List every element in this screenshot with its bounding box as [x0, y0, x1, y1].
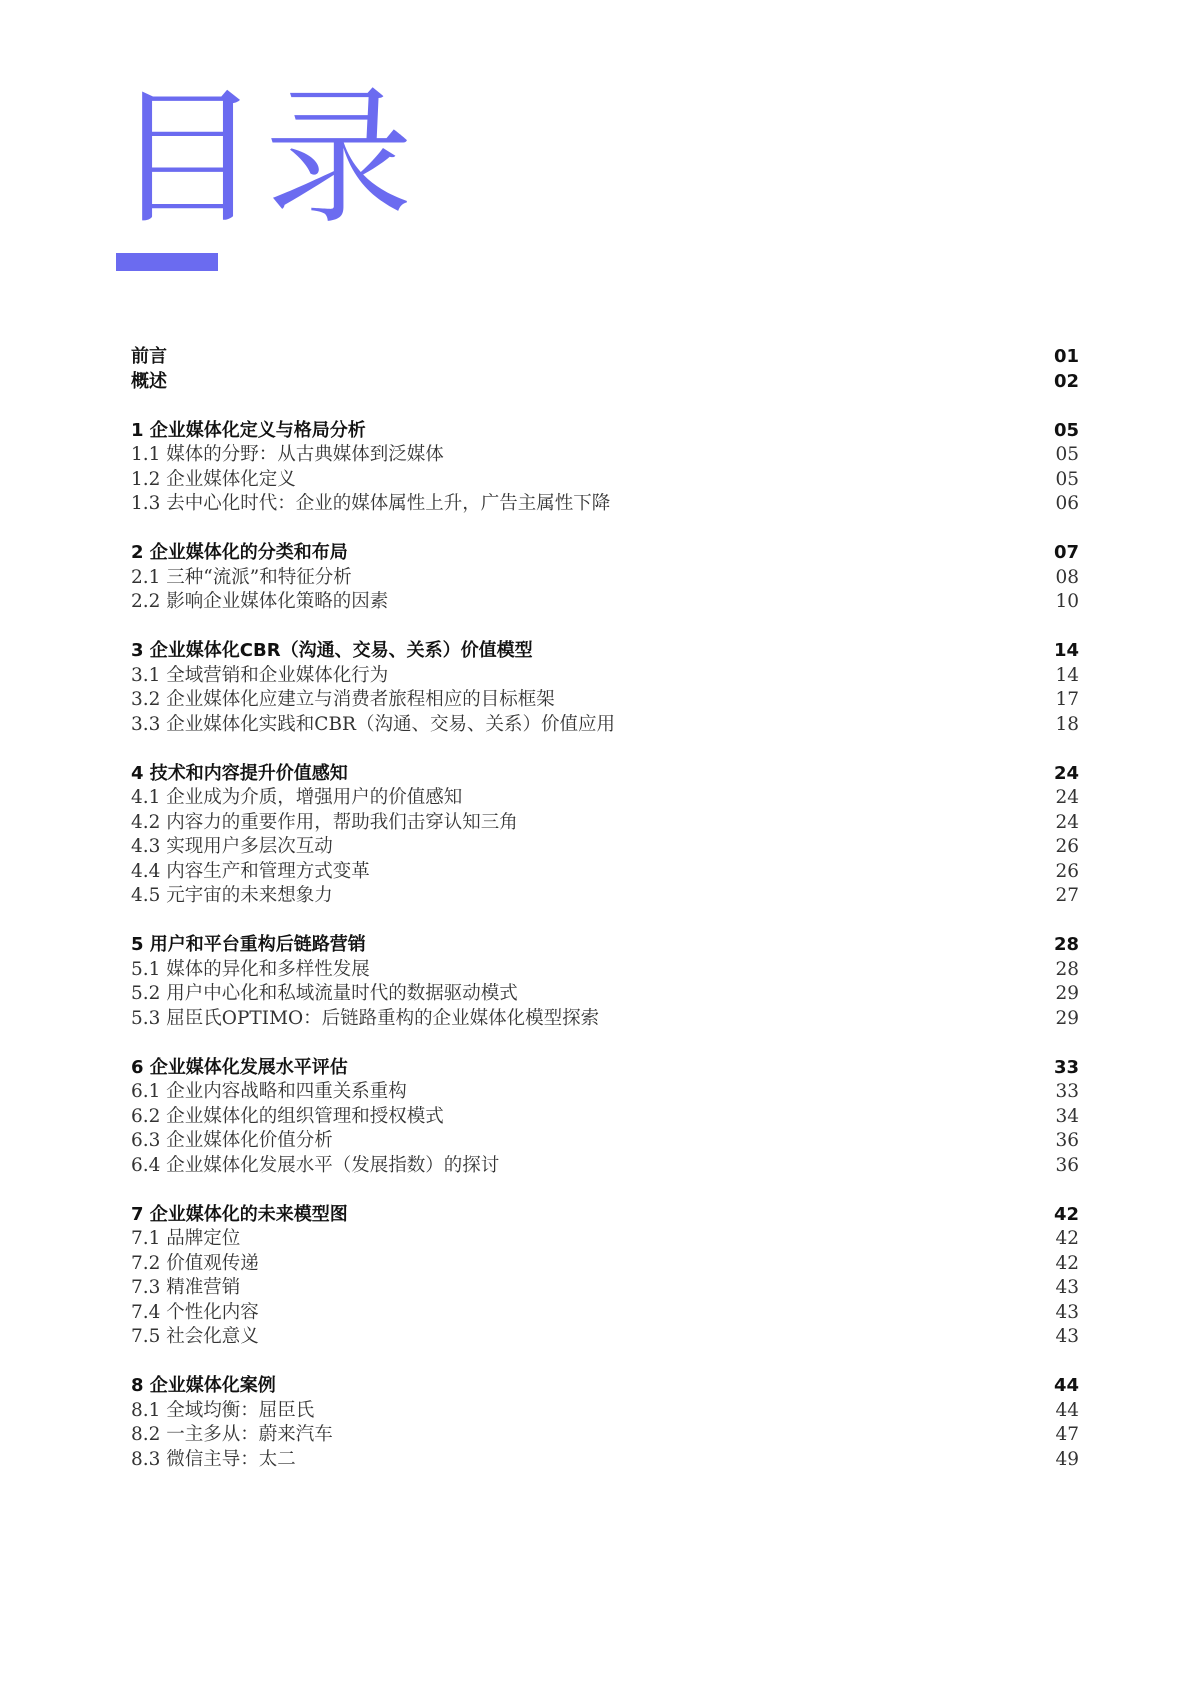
toc-page-number: 05: [1055, 468, 1079, 490]
toc-chapter[interactable]: [131, 639, 1079, 664]
toc-entry-label: 4.3 实现用户多层次互动: [131, 836, 333, 857]
toc-page-number: 47: [1055, 1424, 1079, 1445]
toc-subsection[interactable]: [131, 590, 1079, 615]
toc-chapter[interactable]: [131, 1056, 1079, 1081]
toc-subsection[interactable]: [131, 1399, 1079, 1424]
toc-entry-label: 7 企业媒体化的未来模型图: [131, 1203, 348, 1225]
toc-subsection[interactable]: [131, 860, 1079, 885]
toc-page-number: 44: [1053, 1375, 1079, 1396]
toc-chapter[interactable]: [131, 1203, 1079, 1228]
toc-page-number: 29: [1055, 1007, 1079, 1029]
toc-subsection[interactable]: [131, 1129, 1079, 1154]
toc-page-number: 42: [1053, 1203, 1079, 1225]
toc-subsection[interactable]: [131, 958, 1079, 983]
toc-page-number: 17: [1055, 689, 1079, 710]
toc-subsection[interactable]: [131, 1448, 1079, 1473]
toc-chapter[interactable]: [131, 762, 1079, 787]
toc-subsection[interactable]: [131, 1154, 1079, 1179]
toc-entry-label: 8.3 微信主导：太二: [131, 1448, 296, 1470]
section-spacer: [131, 394, 1079, 419]
toc-entry-label: 1 企业媒体化定义与格局分析: [131, 419, 366, 441]
toc-subsection[interactable]: [131, 1276, 1079, 1301]
table-of-contents: [131, 345, 1079, 1472]
toc-subsection[interactable]: [131, 786, 1079, 811]
toc-subsection[interactable]: [131, 664, 1079, 689]
toc-entry-label: 6.3 企业媒体化价值分析: [131, 1130, 333, 1151]
toc-page-number: 44: [1055, 1399, 1079, 1421]
toc-page-number: 26: [1055, 836, 1079, 857]
toc-page-number: 14: [1055, 664, 1079, 686]
section-spacer: [131, 517, 1079, 542]
toc-page-number: 26: [1055, 860, 1079, 882]
toc-entry-label: 8 企业媒体化案例: [131, 1375, 276, 1396]
title-underline-bar: [116, 253, 218, 271]
toc-page-number: 05: [1053, 419, 1079, 441]
toc-page-number: 33: [1053, 1056, 1079, 1078]
toc-entry-label: 5.2 用户中心化和私域流量时代的数据驱动模式: [131, 983, 518, 1004]
section-spacer: [131, 737, 1079, 762]
toc-entry-label: 3 企业媒体化CBR（沟通、交易、关系）价值模型: [131, 640, 533, 661]
toc-subsection[interactable]: [131, 811, 1079, 836]
toc-subsection[interactable]: [131, 982, 1079, 1007]
toc-page-number: 06: [1055, 493, 1079, 514]
toc-chapter[interactable]: [131, 1374, 1079, 1399]
toc-page-number: 36: [1055, 1130, 1079, 1151]
toc-subsection[interactable]: [131, 1325, 1079, 1350]
section-spacer: [131, 1031, 1079, 1056]
toc-page-number: 43: [1055, 1277, 1079, 1298]
toc-entry-label: 3.3 企业媒体化实践和CBR（沟通、交易、关系）价值应用: [131, 713, 615, 735]
toc-entry-label: 2 企业媒体化的分类和布局: [131, 542, 348, 563]
toc-entry-label: 3.2 企业媒体化应建立与消费者旅程相应的目标框架: [131, 689, 555, 710]
section-spacer: [131, 615, 1079, 640]
toc-page-number: 28: [1053, 934, 1079, 955]
toc-front-entry[interactable]: [131, 345, 1079, 370]
toc-subsection[interactable]: [131, 443, 1079, 468]
toc-entry-label: 8.1 全域均衡：屈臣氏: [131, 1399, 315, 1421]
toc-subsection[interactable]: [131, 1301, 1079, 1326]
toc-page-number: 34: [1055, 1105, 1079, 1127]
section-spacer: [131, 1178, 1079, 1203]
toc-entry-label: 6.4 企业媒体化发展水平（发展指数）的探讨: [131, 1154, 500, 1176]
toc-page-number: 05: [1055, 444, 1079, 465]
page-title: 目录: [113, 72, 417, 244]
toc-entry-label: 2.1 三种“流派”和特征分析: [131, 566, 352, 588]
section-spacer: [131, 909, 1079, 934]
toc-entry-label: 1.1 媒体的分野：从古典媒体到泛媒体: [131, 444, 444, 465]
toc-entry-label: 1.3 去中心化时代：企业的媒体属性上升，广告主属性下降: [131, 493, 611, 514]
toc-subsection[interactable]: [131, 835, 1079, 860]
toc-page-number: 33: [1055, 1081, 1079, 1102]
toc-subsection[interactable]: [131, 1007, 1079, 1032]
toc-entry-label: 4.4 内容生产和管理方式变革: [131, 860, 370, 882]
toc-page-number: 27: [1055, 885, 1079, 906]
toc-entry-label: 7.1 品牌定位: [131, 1228, 241, 1249]
toc-page-number: 24: [1053, 762, 1079, 784]
toc-page-number: 42: [1055, 1252, 1079, 1274]
toc-page-number: 02: [1053, 370, 1079, 392]
toc-page-number: 08: [1055, 566, 1079, 588]
toc-page-number: 18: [1055, 713, 1079, 735]
toc-page-number: 10: [1055, 591, 1079, 612]
toc-subsection[interactable]: [131, 566, 1079, 591]
toc-subsection[interactable]: [131, 884, 1079, 909]
toc-page-number: 29: [1055, 983, 1079, 1004]
toc-entry-label: 2.2 影响企业媒体化策略的因素: [131, 591, 389, 612]
toc-subsection[interactable]: [131, 492, 1079, 517]
toc-entry-label: 5 用户和平台重构后链路营销: [131, 934, 366, 955]
toc-entry-label: 8.2 一主多从：蔚来汽车: [131, 1424, 333, 1445]
toc-subsection[interactable]: [131, 688, 1079, 713]
toc-page-number: 49: [1055, 1448, 1079, 1470]
toc-page-number: 28: [1055, 958, 1079, 980]
toc-entry-label: 4 技术和内容提升价值感知: [131, 762, 348, 784]
toc-entry-label: 前言: [131, 346, 167, 367]
toc-page-number: 14: [1053, 640, 1079, 661]
section-spacer: [131, 1350, 1079, 1375]
toc-entry-label: 1.2 企业媒体化定义: [131, 468, 296, 490]
toc-chapter[interactable]: [131, 933, 1079, 958]
toc-page-number: 24: [1055, 787, 1079, 808]
toc-entry-label: 概述: [131, 370, 167, 392]
toc-entry-label: 4.1 企业成为介质，增强用户的价值感知: [131, 787, 463, 808]
toc-entry-label: 4.2 内容力的重要作用，帮助我们击穿认知三角: [131, 811, 518, 833]
toc-entry-label: 6.2 企业媒体化的组织管理和授权模式: [131, 1105, 444, 1127]
toc-subsection[interactable]: [131, 1080, 1079, 1105]
toc-page-number: 24: [1055, 811, 1079, 833]
toc-chapter[interactable]: [131, 419, 1079, 444]
toc-subsection[interactable]: [131, 1252, 1079, 1277]
toc-chapter[interactable]: [131, 541, 1079, 566]
toc-subsection[interactable]: [131, 1423, 1079, 1448]
toc-entry-label: 5.1 媒体的异化和多样性发展: [131, 958, 370, 980]
toc-subsection[interactable]: [131, 1227, 1079, 1252]
toc-entry-label: 7.3 精准营销: [131, 1277, 241, 1298]
toc-page-number: 07: [1053, 542, 1079, 563]
toc-subsection[interactable]: [131, 713, 1079, 738]
toc-entry-label: 6 企业媒体化发展水平评估: [131, 1056, 348, 1078]
toc-entry-label: 7.5 社会化意义: [131, 1326, 259, 1347]
toc-page-number: 36: [1055, 1154, 1079, 1176]
toc-entry-label: 5.3 屈臣氏OPTIMO：后链路重构的企业媒体化模型探索: [131, 1007, 600, 1029]
toc-subsection[interactable]: [131, 1105, 1079, 1130]
toc-entry-label: 6.1 企业内容战略和四重关系重构: [131, 1081, 407, 1102]
toc-entry-label: 4.5 元宇宙的未来想象力: [131, 885, 333, 906]
toc-entry-label: 7.2 价值观传递: [131, 1252, 259, 1274]
toc-subsection[interactable]: [131, 468, 1079, 493]
toc-page-number: 43: [1055, 1301, 1079, 1323]
toc-entry-label: 3.1 全域营销和企业媒体化行为: [131, 664, 389, 686]
toc-front-entry[interactable]: [131, 370, 1079, 395]
toc-page-number: 01: [1053, 346, 1079, 367]
toc-page-number: 43: [1055, 1326, 1079, 1347]
toc-page-number: 42: [1055, 1228, 1079, 1249]
toc-entry-label: 7.4 个性化内容: [131, 1301, 259, 1323]
